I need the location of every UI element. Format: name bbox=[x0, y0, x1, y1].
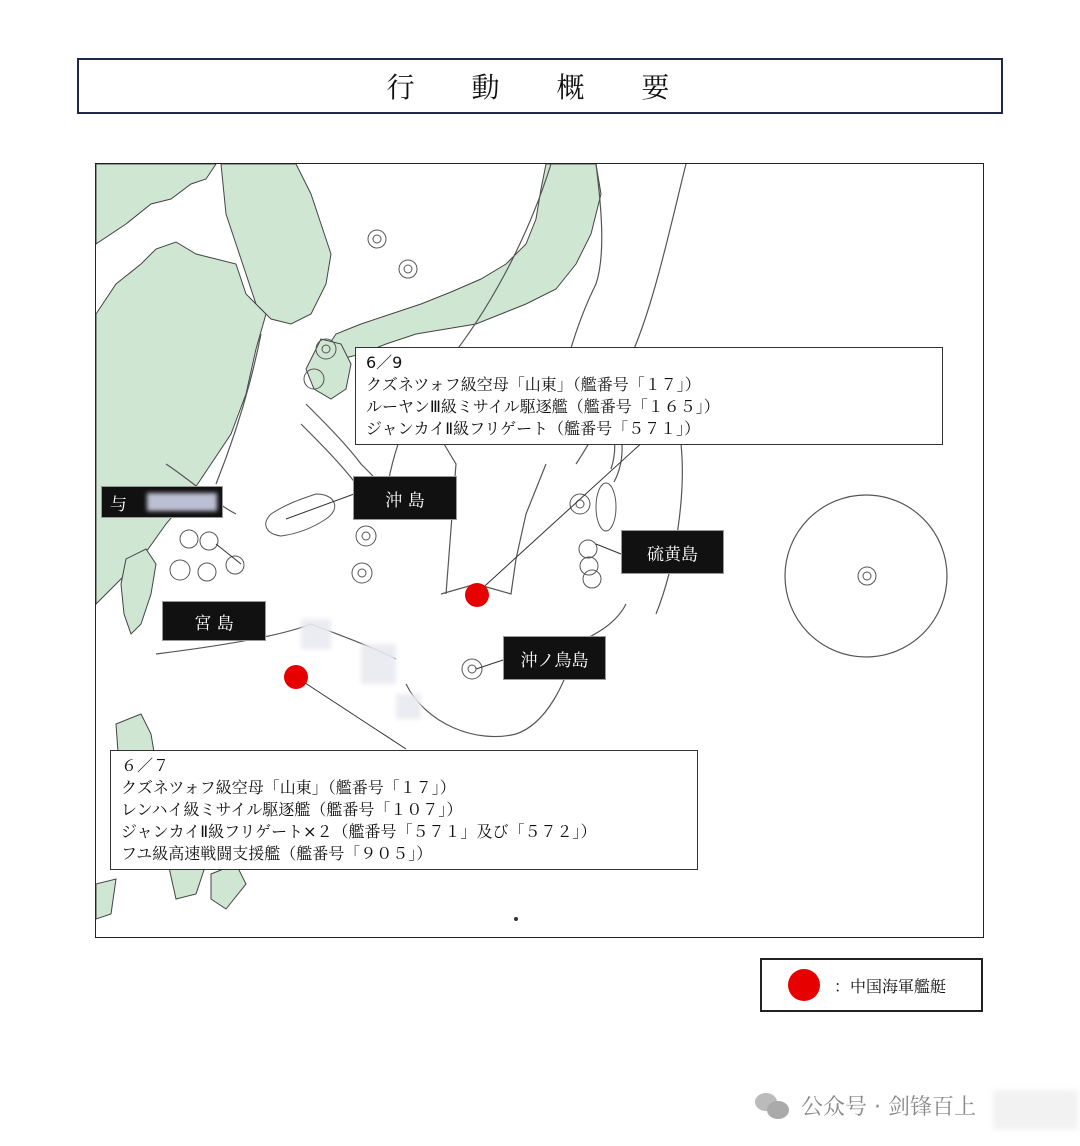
island-ring bbox=[180, 530, 198, 548]
callout-line: クズネツォフ級空母「山東」（艦番号「１７」） bbox=[366, 375, 701, 394]
label-iwoto: 硫黄島 bbox=[621, 530, 724, 574]
ship-marker-june9 bbox=[465, 583, 489, 607]
callout-date: ６／７ bbox=[121, 756, 170, 775]
callout-date: 6／9 bbox=[366, 353, 403, 372]
label-miyako: 宮 島 bbox=[162, 601, 266, 641]
label-okinawa: 沖 島 bbox=[353, 476, 457, 520]
callout-line: ジャンカイⅡ級フリゲート×２（艦番号「５７１」及び「５７２」） bbox=[121, 822, 597, 841]
island-ring bbox=[198, 563, 216, 581]
island-ring bbox=[596, 483, 616, 531]
island-ring bbox=[368, 230, 386, 248]
island-ring bbox=[352, 563, 372, 583]
watermark bbox=[755, 1085, 976, 1125]
island-ring bbox=[580, 557, 598, 575]
island-ring bbox=[356, 526, 376, 546]
blur-patch bbox=[361, 644, 396, 684]
callout-line: ジャンカイⅡ級フリゲート（艦番号「５７１」） bbox=[366, 419, 701, 438]
label-yonaguni: 与 bbox=[101, 486, 223, 518]
legend-label: ：中国海軍艦艇 bbox=[834, 976, 947, 996]
island-ring bbox=[399, 260, 417, 278]
island-ring bbox=[858, 567, 876, 585]
callout-line: ルーヤンⅢ級ミサイル駆逐艦（艦番号「１６５」） bbox=[366, 397, 720, 416]
page-title-text: 行 動 概 要 bbox=[386, 71, 694, 104]
callout-line: フユ級高速戦闘支援艦（艦番号「９０５」） bbox=[121, 844, 433, 863]
blur-patch bbox=[396, 694, 421, 719]
land-taiwan bbox=[121, 549, 156, 634]
island-ring bbox=[579, 540, 597, 558]
legend bbox=[760, 958, 983, 1012]
island-ring bbox=[462, 659, 482, 679]
blur-patch bbox=[993, 1090, 1078, 1130]
callout-line: クズネツォフ級空母「山東」（艦番号「１７」） bbox=[121, 778, 456, 797]
wechat-icon bbox=[755, 1091, 791, 1119]
island-ring bbox=[200, 532, 218, 550]
label-okinotorishima: 沖ノ鳥島 bbox=[503, 636, 606, 680]
page-title bbox=[77, 58, 1003, 114]
legend-marker-icon bbox=[788, 969, 820, 1001]
island-ring bbox=[570, 494, 590, 514]
island-ring bbox=[583, 570, 601, 588]
callout-june9 bbox=[355, 347, 943, 445]
blur-patch bbox=[301, 619, 331, 649]
ship-marker-june7 bbox=[284, 665, 308, 689]
land-japan bbox=[326, 164, 601, 359]
callout-june7 bbox=[110, 750, 698, 870]
callout-line: レンハイ級ミサイル駆逐艦（艦番号「１０７」） bbox=[121, 800, 463, 819]
island-ring bbox=[170, 560, 190, 580]
blur-patch bbox=[147, 493, 217, 511]
watermark-text: 公众号 · 剑锋百上 bbox=[801, 1094, 976, 1120]
